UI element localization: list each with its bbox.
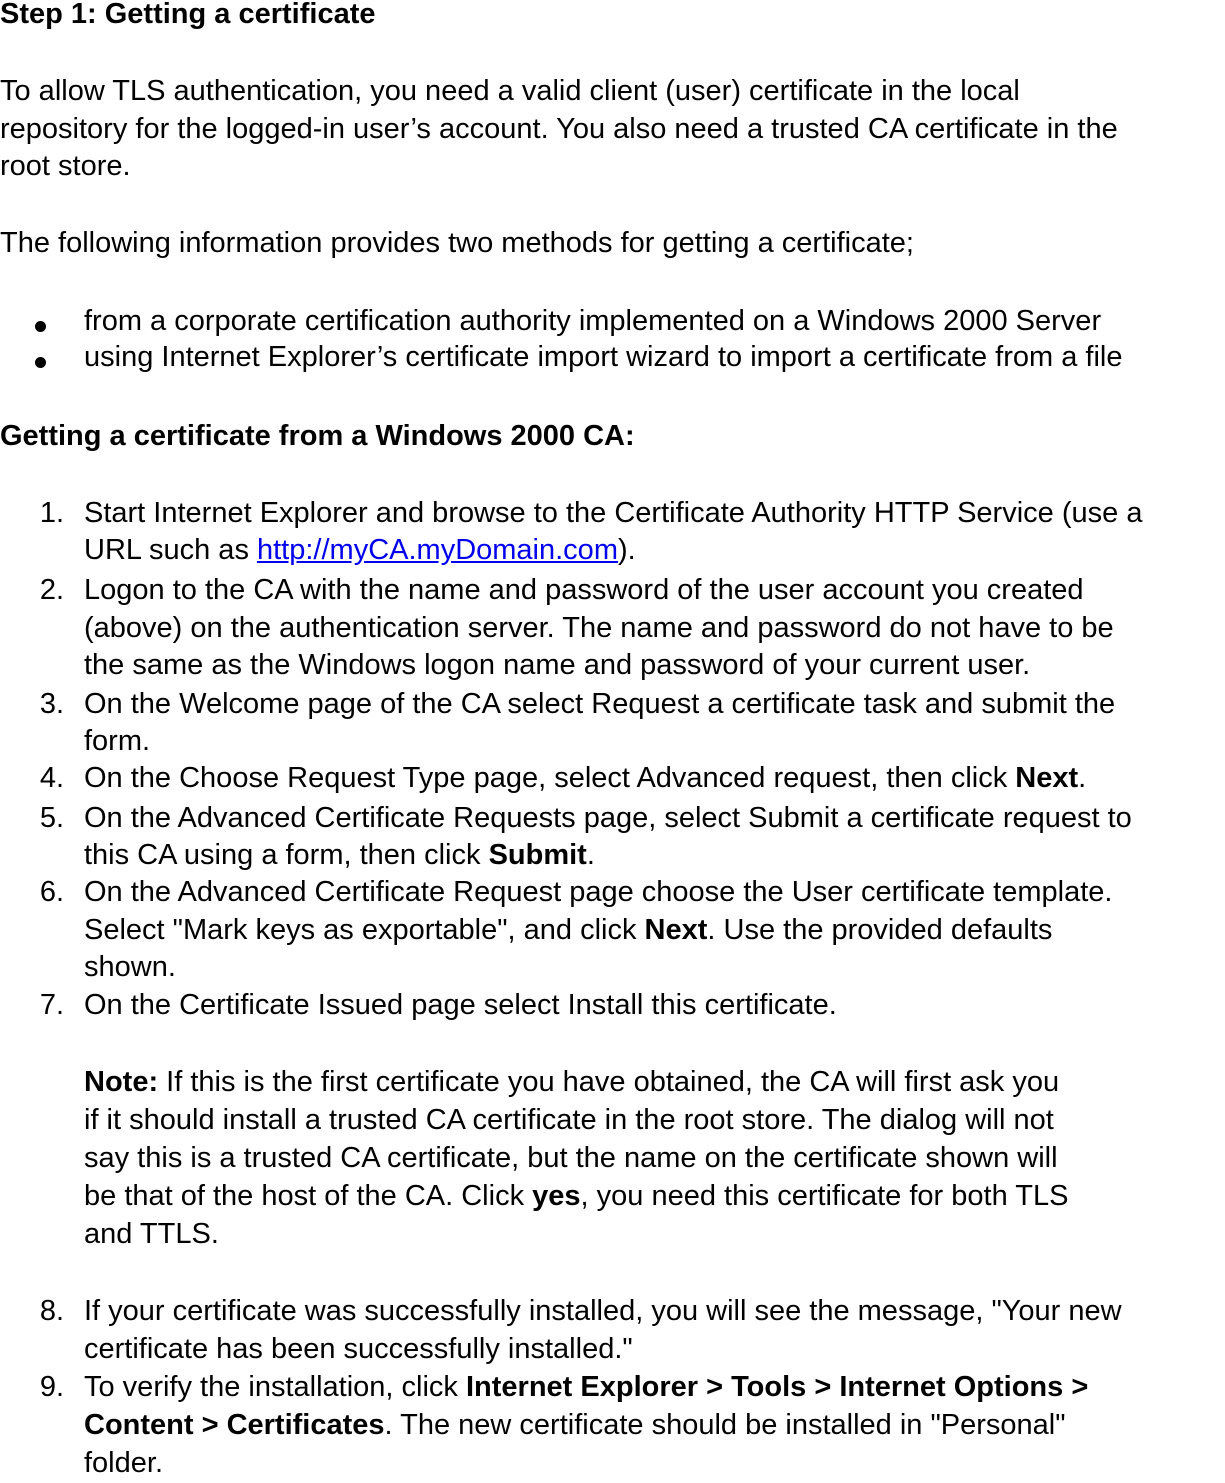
step-7-line-1: On the Certificate Issued page select Install this certificate.	[84, 989, 837, 1021]
step-5-text-end: .	[586, 839, 595, 871]
note-label: Note:	[84, 1066, 159, 1098]
bullet-icon	[35, 321, 46, 332]
intro-line-2: repository for the logged-in user’s account. You also need a trusted CA certificate in the	[0, 113, 1118, 145]
step-6-text-end: . Use the provided defaults	[707, 914, 1053, 946]
step-9-text: To verify the installation, click	[84, 1371, 466, 1403]
intro-line-1: To allow TLS authentication, you need a valid client (user) certificate in the local	[0, 75, 1020, 107]
note-text-end: , you need this certificate for both TLS	[580, 1180, 1069, 1212]
note-bold: yes	[532, 1180, 581, 1212]
step-9-bold: Content > Certificates	[84, 1409, 385, 1441]
step-6-line-2	[84, 912, 1052, 950]
method-item-1: from a corporate certification authority implemented on a Windows 2000 Server	[84, 305, 1102, 337]
step-number: 4.	[39, 762, 64, 794]
method-item-2: using Internet Explorer’s certificate import wizard to import a certificate from a file	[84, 341, 1123, 373]
step-2-line-1: Logon to the CA with the name and password of the user account you created	[84, 574, 1084, 606]
step-5-text: this CA using a form, then click	[84, 839, 489, 871]
step-1-text-end: ).	[617, 534, 636, 566]
step-9-line-2	[84, 1407, 1066, 1445]
step-3-line-2: form.	[84, 725, 151, 757]
step-number: 9.	[39, 1371, 64, 1403]
step-5-line-2	[84, 837, 595, 875]
page-title: Step 1: Getting a certificate	[0, 0, 376, 30]
step-4-text: On the Choose Request Type page, select Advanced request, then click	[84, 762, 1016, 794]
step-4-text-end: .	[1078, 762, 1087, 794]
methods-intro: The following information provides two methods for getting a certificate;	[0, 227, 914, 259]
step-6-text: Select "Mark keys as exportable", and click	[84, 914, 645, 946]
note-line-4	[84, 1178, 1068, 1216]
step-9-line-3: folder.	[84, 1447, 163, 1479]
step-9-bold: Internet Explorer > Tools > Internet Options >	[465, 1371, 1089, 1403]
note-line-3: say this is a trusted CA certificate, but the name on the certificate shown will	[84, 1142, 1058, 1174]
section-heading: Getting a certificate from a Windows 2000 CA:	[0, 420, 635, 452]
step-4-bold: Next	[1015, 762, 1079, 794]
step-number: 8.	[39, 1295, 64, 1327]
step-number: 1.	[39, 497, 64, 529]
step-1-line-1: Start Internet Explorer and browse to the Certificate Authority HTTP Service (use a	[84, 497, 1143, 529]
note-line-5: and TTLS.	[84, 1218, 219, 1250]
note-text: be that of the host of the CA. Click	[84, 1180, 533, 1212]
note-line-2: if it should install a trusted CA certificate in the root store. The dialog will not	[84, 1104, 1054, 1136]
step-5-bold: Submit	[488, 839, 587, 871]
ca-url-link[interactable]: http://myCA.myDomain.com	[257, 534, 618, 566]
step-number: 2.	[39, 574, 64, 606]
step-6-bold: Next	[644, 914, 708, 946]
step-8-line-1: If your certificate was successfully installed, you will see the message, "Your new	[84, 1295, 1122, 1327]
step-number: 7.	[39, 989, 64, 1021]
step-9-text-end: . The new certificate should be installed in "Personal"	[384, 1409, 1066, 1441]
step-1-text: URL such as	[84, 534, 257, 566]
step-9-line-1	[84, 1369, 1088, 1407]
note-text: If this is the first certificate you have obtained, the CA will first ask you	[158, 1066, 1060, 1098]
step-number: 5.	[39, 802, 64, 834]
step-6-line-3: shown.	[84, 951, 176, 983]
intro-line-3: root store.	[0, 150, 131, 182]
step-number: 6.	[39, 876, 64, 908]
step-3-line-1: On the Welcome page of the CA select Request a certificate task and submit the	[84, 688, 1116, 720]
step-2-line-2: (above) on the authentication server. The name and password do not have to be	[84, 612, 1114, 644]
bullet-icon	[35, 357, 46, 368]
step-5-line-1: On the Advanced Certificate Requests page, select Submit a certificate request to	[84, 802, 1132, 834]
step-2-line-3: the same as the Windows logon name and password of your current user.	[84, 649, 1031, 681]
step-8-line-2: certificate has been successfully installed."	[84, 1333, 633, 1365]
step-6-line-1: On the Advanced Certificate Request page choose the User certificate template.	[84, 876, 1113, 908]
step-4-line-1	[84, 760, 1086, 798]
step-1-line-2	[84, 532, 636, 570]
note-line-1	[84, 1064, 1059, 1102]
step-number: 3.	[39, 688, 64, 720]
